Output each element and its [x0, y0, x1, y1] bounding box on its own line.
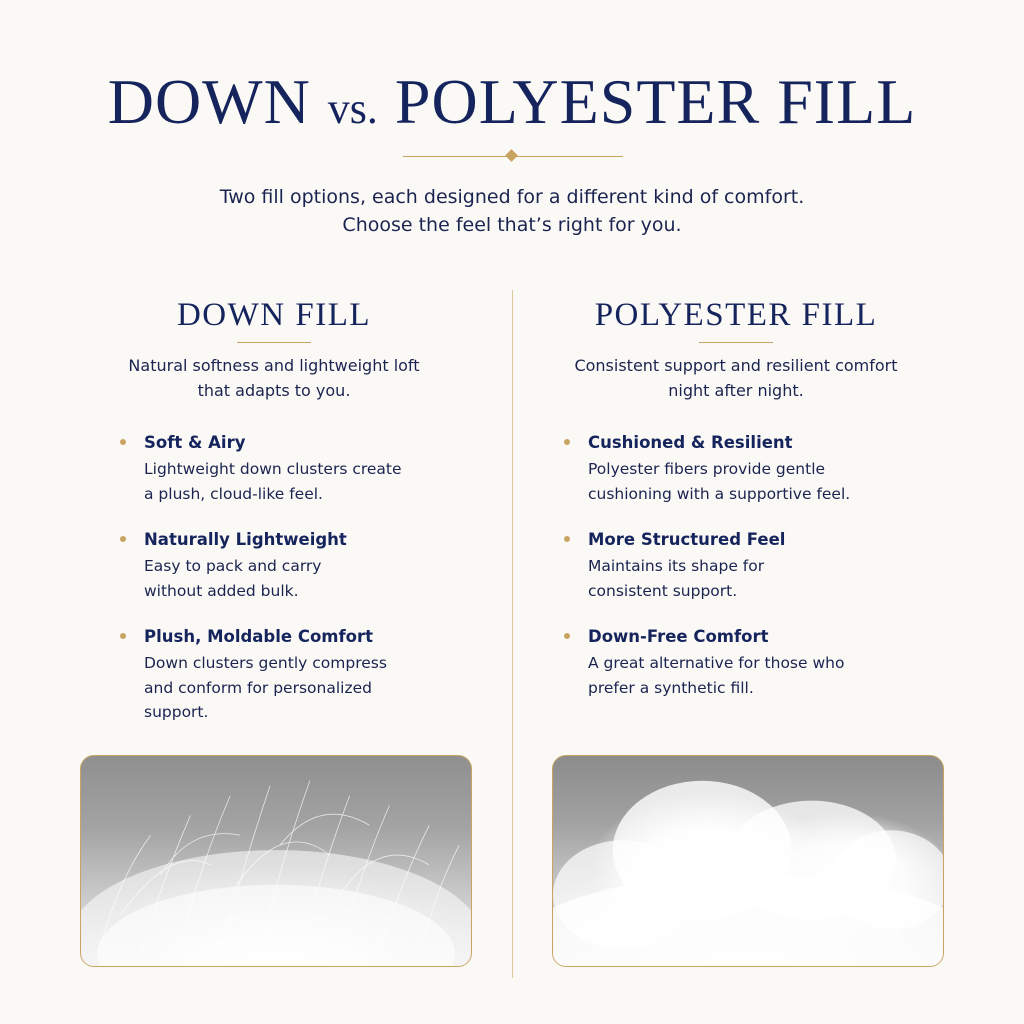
bullet-dot-icon	[120, 439, 126, 445]
subtitle-line-2: Choose the feel that’s right for you.	[342, 214, 682, 236]
title-polyester-fill: POLYESTER FILL	[394, 66, 917, 137]
feature-description	[588, 554, 946, 603]
bullet-dot-icon	[564, 633, 570, 639]
feature-desc-line: consistent support.	[588, 581, 738, 600]
polyester-fill-underline	[699, 342, 773, 343]
feature-desc-line: cushioning with a supportive feel.	[588, 484, 851, 503]
title-down: DOWN	[107, 66, 311, 137]
feature-desc-line: Polyester fibers provide gentle	[588, 460, 826, 478]
list-item	[564, 528, 946, 603]
polyester-fill-column	[526, 292, 946, 722]
feature-title: Soft & Airy	[144, 433, 246, 452]
polyester-intro-line-2: night after night.	[668, 381, 804, 400]
bullet-dot-icon	[120, 633, 126, 639]
page-title	[0, 62, 1024, 149]
page-subtitle	[0, 183, 1024, 239]
subtitle-line-1: Two fill options, each designed for a different kind of comfort.	[219, 186, 805, 208]
feature-description	[144, 457, 484, 506]
bullet-dot-icon	[564, 439, 570, 445]
feature-desc-line: without added bulk.	[144, 581, 299, 600]
title-divider	[403, 150, 623, 164]
polyester-cloud-illustration	[553, 756, 943, 966]
down-cluster-photo	[80, 755, 472, 967]
feature-description	[588, 457, 946, 506]
feature-desc-line: A great alternative for those who	[588, 654, 845, 672]
feature-title: Cushioned & Resilient	[588, 433, 793, 452]
down-feature-list	[64, 431, 484, 725]
feature-desc-line: a plush, cloud-like feel.	[144, 484, 323, 503]
list-item	[564, 625, 946, 700]
polyester-fill-intro	[526, 353, 946, 403]
list-item	[120, 625, 484, 725]
down-intro-line-2: that adapts to you.	[197, 381, 351, 400]
down-intro-line-1: Natural softness and lightweight loft	[128, 356, 420, 375]
feature-title: Plush, Moldable Comfort	[144, 627, 374, 646]
title-vs: vs.	[327, 84, 378, 133]
feature-description	[144, 651, 484, 725]
down-fill-underline	[237, 342, 311, 343]
bullet-dot-icon	[564, 536, 570, 542]
down-fill-intro	[64, 353, 484, 403]
feature-title: Down-Free Comfort	[588, 627, 769, 646]
list-item	[120, 528, 484, 603]
feature-desc-line: Lightweight down clusters create	[144, 460, 402, 478]
feature-desc-line: Down clusters gently compress	[144, 654, 387, 672]
feature-desc-line: Easy to pack and carry	[144, 557, 322, 575]
down-fibers-illustration	[81, 756, 471, 966]
polyester-feature-list	[526, 431, 946, 700]
polyester-fill-heading: POLYESTER FILL	[594, 297, 878, 333]
polyester-intro-line-1: Consistent support and resilient comfort	[574, 356, 898, 375]
feature-desc-line: and conform for personalized	[144, 678, 372, 697]
feature-title: More Structured Feel	[588, 530, 786, 549]
column-divider	[512, 290, 513, 978]
down-fill-heading: DOWN FILL	[176, 297, 372, 333]
list-item	[564, 431, 946, 506]
feature-desc-line: prefer a synthetic fill.	[588, 678, 754, 697]
feature-title: Naturally Lightweight	[144, 530, 347, 549]
feature-desc-line: support.	[144, 703, 209, 721]
feature-desc-line: Maintains its shape for	[588, 557, 765, 575]
down-fill-column	[64, 292, 484, 747]
diamond-icon	[505, 149, 518, 162]
list-item	[120, 431, 484, 506]
feature-description	[588, 651, 946, 700]
feature-description	[144, 554, 484, 603]
polyester-fiber-photo	[552, 755, 944, 967]
bullet-dot-icon	[120, 536, 126, 542]
